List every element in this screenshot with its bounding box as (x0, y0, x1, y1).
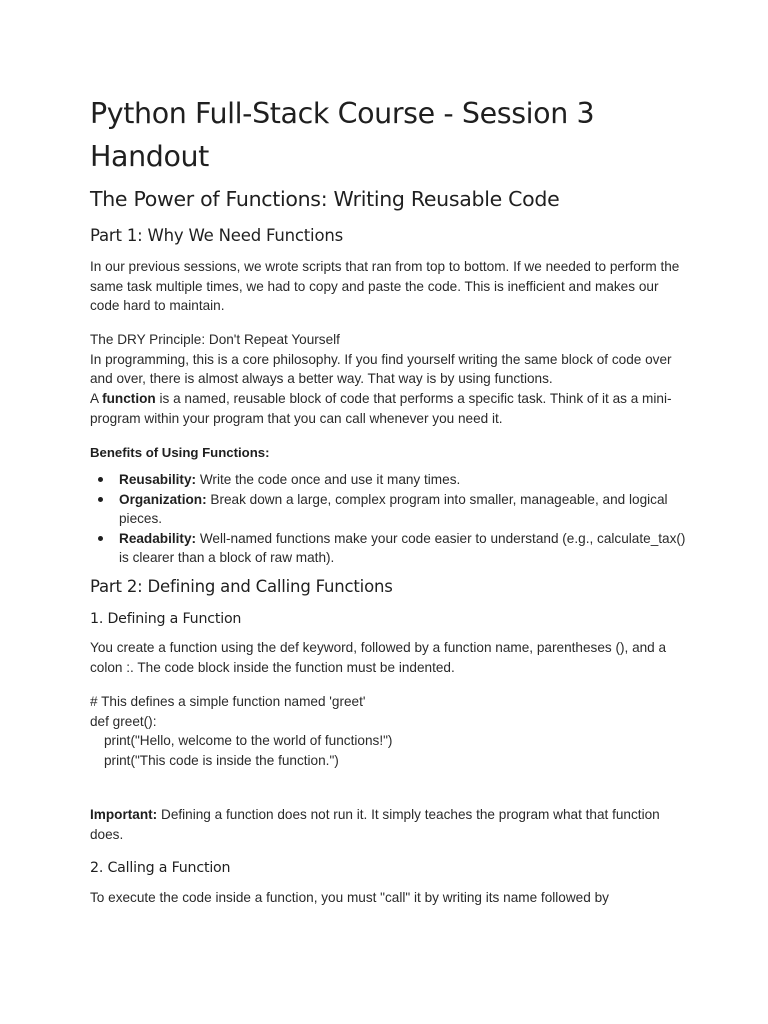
dry-principle-title: The DRY Principle: Don't Repeat Yourself (90, 332, 340, 347)
function-prefix: A (90, 391, 103, 406)
benefit-term: Reusability: (119, 472, 197, 487)
part2-heading: Part 2: Defining and Calling Functions (90, 577, 393, 596)
document-page (90, 92, 690, 905)
benefits-heading: Benefits of Using Functions: (90, 445, 270, 460)
code-line: print("This code is inside the function.") (104, 752, 339, 768)
part1-intro-paragraph: In our previous sessions, we wrote scripts that ran from top to bottom. If we needed to perform the same task multiple times, we had to copy and paste the code. This is inefficient and makes our code hard to maintain. (90, 259, 680, 313)
calling-function-text: To execute the code inside a function, you must "call" it by writing its name followed by (90, 890, 609, 905)
dry-principle-text: In programming, this is a core philosophy. If you find yourself writing the same block of code over and over, there is almost always a better way. That way is by using functions. (90, 351, 672, 386)
benefits-list (90, 470, 690, 568)
function-description: is a named, reusable block of code that performs a specific task. Think of it as a mini-program within your program that you can call whenever you need it. (90, 391, 672, 426)
bullet-icon (98, 477, 103, 482)
document-subtitle: The Power of Functions: Writing Reusable Code (90, 187, 560, 211)
benefit-text: Well-named functions make your code easier to understand (e.g., calculate_tax() is clearer than a block of raw math). (119, 530, 686, 565)
function-definition-paragraph (90, 389, 690, 428)
calling-function-heading: 2. Calling a Function (90, 860, 231, 876)
code-sample (90, 692, 690, 770)
function-term: function (102, 391, 156, 406)
document-title: Python Full-Stack Course - Session 3 Handout (90, 97, 595, 173)
important-text: Defining a function does not run it. It simply teaches the program what that function does. (90, 807, 660, 842)
important-note (90, 805, 690, 844)
code-line: print("Hello, welcome to the world of functions!") (104, 733, 393, 748)
code-line: def greet(): (90, 713, 157, 729)
important-label: Important: (90, 807, 158, 822)
list-item (90, 490, 690, 529)
defining-function-heading: 1. Defining a Function (90, 611, 242, 627)
benefit-term: Organization: (119, 491, 207, 507)
part1-heading: Part 1: Why We Need Functions (90, 226, 343, 245)
list-item (90, 470, 690, 490)
defining-function-text: You create a function using the def keyword, followed by a function name, parentheses (), and a colon :. The code block inside the function must be indented. (90, 640, 667, 675)
code-line: # This defines a simple function named 'greet' (90, 694, 366, 709)
benefit-text: Break down a large, complex program into smaller, manageable, and logical pieces. (119, 491, 668, 526)
benefit-term: Readability: (119, 530, 197, 546)
benefit-text: Write the code once and use it many times. (196, 472, 461, 487)
bullet-icon (98, 497, 103, 502)
list-item (90, 529, 690, 568)
bullet-icon (98, 536, 103, 541)
